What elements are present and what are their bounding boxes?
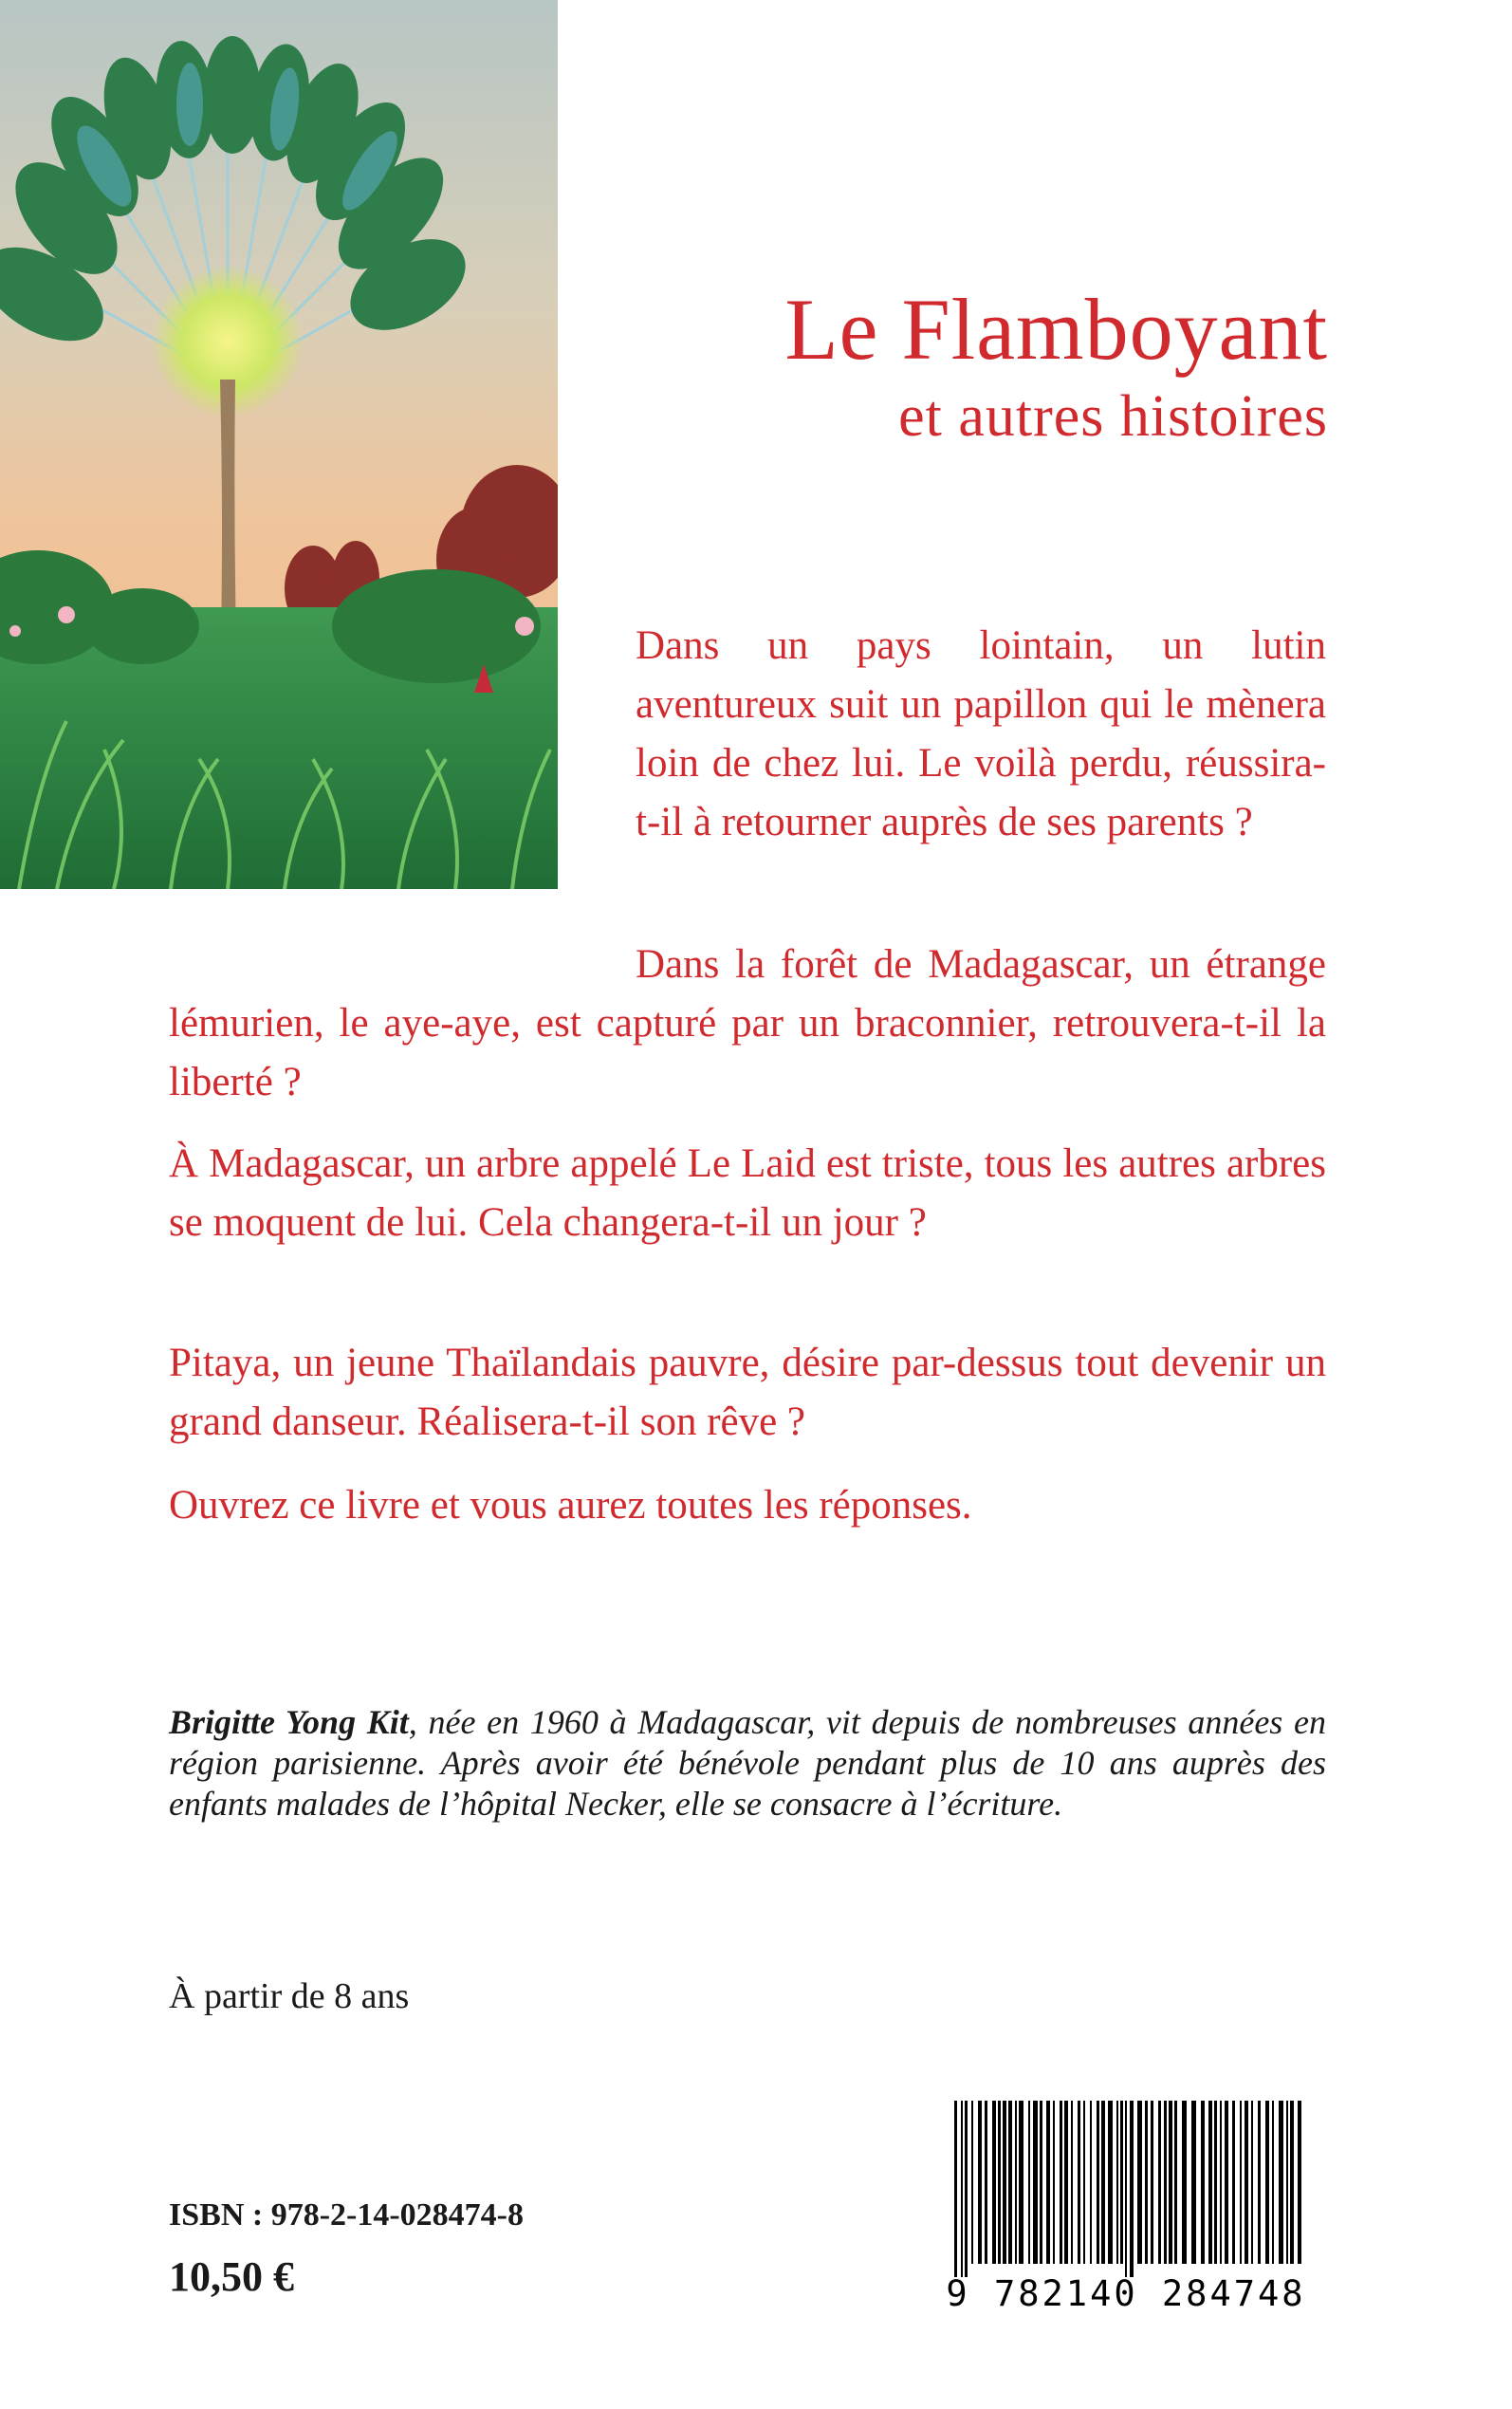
isbn: ISBN : 978-2-14-028474-8 [169, 2197, 524, 2233]
barcode-bar [1019, 2101, 1023, 2264]
barcode-bar [1064, 2101, 1068, 2264]
barcode-bar [1182, 2101, 1187, 2264]
barcode-bar [1279, 2101, 1283, 2264]
barcode-bar [971, 2101, 973, 2264]
barcode-bar [1265, 2101, 1269, 2264]
barcode-bars [926, 2097, 1326, 2277]
barcode-digits: 9 782140 284748 [946, 2273, 1306, 2314]
barcode-bar [954, 2101, 957, 2277]
barcode-bar [1174, 2101, 1177, 2264]
barcode-bar [1232, 2101, 1235, 2264]
barcode-bar [965, 2101, 968, 2277]
title-subtitle: et autres histoires [898, 384, 1328, 449]
barcode-bar [1214, 2101, 1217, 2264]
barcode-bar [1008, 2101, 1012, 2264]
barcode-bar [1245, 2101, 1248, 2264]
summary-paragraph-5: Ouvrez ce livre et vous aurez toutes les réponses. [169, 1483, 972, 1528]
summary-paragraph-4: Pitaya, un jeune Thaïlandais pauvre, désire par-dessus tout devenir un grand danseur. Réalisera-t-il son rêve ? [169, 1341, 1326, 1444]
barcode-bar [1040, 2101, 1042, 2264]
barcode-bar [1290, 2101, 1294, 2264]
barcode-bar [1169, 2101, 1172, 2264]
title-main: Le Flamboyant [784, 281, 1328, 378]
barcode-bar [1028, 2101, 1030, 2264]
barcode-bar [1003, 2101, 1006, 2264]
barcode-bar [1060, 2101, 1062, 2264]
barcode-bar [1251, 2101, 1253, 2264]
barcode-bar [1191, 2101, 1196, 2264]
barcode-bar [992, 2101, 996, 2264]
barcode-bar [1272, 2101, 1274, 2264]
barcode-bar [1071, 2101, 1073, 2264]
barcode-bar [1220, 2101, 1222, 2264]
summary-paragraph-3: À Madagascar, un arbre appelé Le Laid est triste, tous les autres arbres se moquent de lui. Cela changera-t-il un jour ? [169, 1141, 1326, 1245]
audience-age: À partir de 8 ans [169, 1976, 410, 2016]
barcode-bar [1120, 2101, 1123, 2264]
summary-paragraph-1: Dans un pays lointain, un lutin aventureux suit un papillon qui le mènera loin de chez lui. Le voilà perdu, réussira-t-il à retourner auprès de ses parents ? [636, 623, 1326, 844]
barcode-bar [1151, 2101, 1153, 2264]
barcode-bar [1145, 2101, 1148, 2264]
barcode-bar [1090, 2101, 1092, 2264]
barcode-bar [1137, 2101, 1142, 2264]
author-bio-text: , née en 1960 à Madagascar, vit depuis de nombreuses années en région parisienne. Après avoir été bénévole pendant plus de 10 ans auprès des enfants malades de l’hôpital Necker, elle se consacre à l’écriture. [169, 1703, 1326, 1823]
barcode-bar [1046, 2101, 1050, 2264]
barcode-bar [985, 2101, 987, 2264]
barcode-bar [1258, 2101, 1261, 2264]
author-name: Brigitte Yong Kit [169, 1703, 409, 1741]
barcode-bar [1130, 2101, 1134, 2277]
barcode-bar [1125, 2101, 1127, 2277]
barcode-bar [1208, 2101, 1212, 2264]
barcode-bar [1298, 2101, 1301, 2264]
barcode-bar [961, 2101, 963, 2277]
barcode-bar [1240, 2101, 1242, 2264]
barcode-bar [998, 2101, 1001, 2264]
barcode-bar [978, 2101, 982, 2264]
barcode-bar [1116, 2101, 1118, 2264]
summary-paragraph-2: Dans la forêt de Madagascar, un étrange lémurien, le aye-aye, est capturé par un braconnier, retrouvera-t-il la liberté ? [169, 942, 1326, 1104]
barcode-bar [1108, 2101, 1113, 2264]
barcode-bar [1201, 2101, 1205, 2264]
barcode-bar [1286, 2101, 1288, 2264]
barcode-bar [1083, 2101, 1085, 2264]
author-bio [169, 1702, 1326, 1825]
price: 10,50 € [169, 2253, 294, 2300]
barcode-bar [1033, 2101, 1038, 2264]
cover-illustration [0, 0, 558, 889]
barcode-bar [1158, 2101, 1161, 2264]
barcode-bar [1101, 2101, 1105, 2264]
travelers-palm-illustration [0, 0, 558, 889]
barcode [926, 2097, 1326, 2315]
barcode-bar [1078, 2101, 1080, 2264]
barcode-bar [1053, 2101, 1055, 2264]
barcode-bar [1164, 2101, 1167, 2264]
barcode-bar [1015, 2101, 1017, 2264]
book-title [607, 280, 1328, 454]
barcode-bar [1097, 2101, 1099, 2264]
barcode-bar [1225, 2101, 1228, 2264]
